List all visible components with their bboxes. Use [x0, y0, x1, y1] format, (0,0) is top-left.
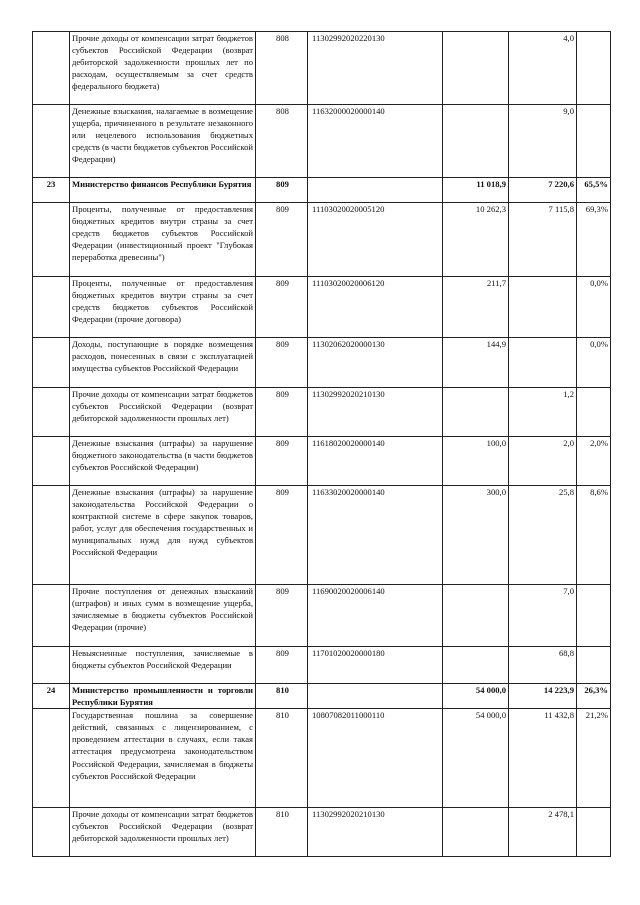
ministry-total-row — [33, 178, 611, 203]
actual-amount-cell: 68,8 — [509, 647, 577, 684]
plan-amount-cell: 10 262,3 — [443, 203, 509, 277]
row-number-cell — [33, 808, 70, 857]
budget-revenue-table — [32, 31, 611, 857]
revenue-name-cell: Денежные взыскания (штрафы) за нарушение бюджетного законодательства (в части бюджетов субъектов Российской Федерации) — [70, 437, 256, 486]
table-row — [33, 105, 611, 178]
actual-amount-cell: 4,0 — [509, 32, 577, 105]
budget-classification-code-cell — [308, 684, 443, 709]
actual-amount-cell: 1,2 — [509, 388, 577, 437]
plan-amount-cell — [443, 105, 509, 178]
revenue-name-cell: Министерство финансов Республики Бурятия — [70, 178, 256, 203]
budget-classification-code-cell: 11103020020005120 — [308, 203, 443, 277]
execution-percent-cell — [577, 647, 611, 684]
table-row — [33, 437, 611, 486]
row-number-cell — [33, 32, 70, 105]
execution-percent-cell — [577, 585, 611, 647]
administrator-code-cell: 809 — [256, 277, 308, 338]
plan-amount-cell: 54 000,0 — [443, 709, 509, 808]
revenue-name-cell: Прочие доходы от компенсации затрат бюджетов субъектов Российской Федерации (возврат дебиторской задолженности прошлых лет) — [70, 808, 256, 857]
plan-amount-cell: 144,9 — [443, 338, 509, 388]
row-number-cell — [33, 277, 70, 338]
administrator-code-cell: 810 — [256, 808, 308, 857]
execution-percent-cell — [577, 808, 611, 857]
row-number-cell — [33, 486, 70, 585]
budget-classification-code-cell: 11633020020000140 — [308, 486, 443, 585]
execution-percent-cell: 65,5% — [577, 178, 611, 203]
budget-classification-code-cell: 11103020020006120 — [308, 277, 443, 338]
budget-classification-code-cell: 11690020020006140 — [308, 585, 443, 647]
administrator-code-cell: 809 — [256, 203, 308, 277]
administrator-code-cell: 809 — [256, 585, 308, 647]
actual-amount-cell — [509, 277, 577, 338]
actual-amount-cell: 11 432,8 — [509, 709, 577, 808]
execution-percent-cell — [577, 32, 611, 105]
plan-amount-cell: 100,0 — [443, 437, 509, 486]
actual-amount-cell: 2 478,1 — [509, 808, 577, 857]
actual-amount-cell: 7 115,8 — [509, 203, 577, 277]
table-row — [33, 486, 611, 585]
actual-amount-cell: 9,0 — [509, 105, 577, 178]
administrator-code-cell: 809 — [256, 388, 308, 437]
execution-percent-cell: 26,3% — [577, 684, 611, 709]
budget-classification-code-cell: 11302992020210130 — [308, 808, 443, 857]
revenue-name-cell: Проценты, полученные от предоставления бюджетных кредитов внутри страны за счет средств бюджетов субъектов Российской Федерации (прочие договора) — [70, 277, 256, 338]
revenue-name-cell: Доходы, поступающие в порядке возмещения расходов, понесенных в связи с эксплуатацией имущества субъектов Российской Федерации — [70, 338, 256, 388]
table-row — [33, 709, 611, 808]
table-row — [33, 338, 611, 388]
row-number-cell — [33, 388, 70, 437]
actual-amount-cell: 7,0 — [509, 585, 577, 647]
execution-percent-cell: 2,0% — [577, 437, 611, 486]
revenue-name-cell: Проценты, полученные от предоставления бюджетных кредитов внутри страны за счет средств бюджетов субъектов Российской Федерации (инвестиционный проект "Глубокая переработка древесины") — [70, 203, 256, 277]
budget-classification-code-cell: 11302992020210130 — [308, 388, 443, 437]
row-number-cell — [33, 709, 70, 808]
administrator-code-cell: 808 — [256, 32, 308, 105]
table-row — [33, 277, 611, 338]
administrator-code-cell: 809 — [256, 338, 308, 388]
plan-amount-cell — [443, 647, 509, 684]
row-number-cell — [33, 437, 70, 486]
revenue-name-cell: Государственная пошлина за совершение действий, связанных с лицензированием, с проведением аттестации в случаях, если такая аттестация предусмотрена законодательством Российской Федерации, зачисляемая в бюджеты субъектов Российской Федерации — [70, 709, 256, 808]
budget-classification-code-cell: 10807082011000110 — [308, 709, 443, 808]
revenue-name-cell: Денежные взыскания (штрафы) за нарушение законодательства Российской Федерации о контрактной системе в сфере закупок товаров, работ, услуг для обеспечения государственных и муниципальных нужд для нужд субъектов Российской Федерации — [70, 486, 256, 585]
execution-percent-cell: 8,6% — [577, 486, 611, 585]
administrator-code-cell: 810 — [256, 684, 308, 709]
plan-amount-cell — [443, 388, 509, 437]
table-row — [33, 808, 611, 857]
execution-percent-cell — [577, 388, 611, 437]
row-number-cell — [33, 203, 70, 277]
administrator-code-cell: 808 — [256, 105, 308, 178]
execution-percent-cell: 0,0% — [577, 277, 611, 338]
actual-amount-cell — [509, 338, 577, 388]
table-row — [33, 647, 611, 684]
actual-amount-cell: 2,0 — [509, 437, 577, 486]
revenue-name-cell: Прочие доходы от компенсации затрат бюджетов субъектов Российской Федерации (возврат дебиторской задолженности прошлых лет) — [70, 388, 256, 437]
actual-amount-cell: 14 223,9 — [509, 684, 577, 709]
plan-amount-cell — [443, 32, 509, 105]
revenue-name-cell: Прочие доходы от компенсации затрат бюджетов субъектов Российской Федерации (возврат дебиторской задолженности прошлых лет по расходам, осуществляемым за счет средств федерального бюджета) — [70, 32, 256, 105]
plan-amount-cell: 211,7 — [443, 277, 509, 338]
plan-amount-cell — [443, 808, 509, 857]
plan-amount-cell: 54 000,0 — [443, 684, 509, 709]
table-row — [33, 203, 611, 277]
administrator-code-cell: 809 — [256, 486, 308, 585]
row-number-cell: 23 — [33, 178, 70, 203]
plan-amount-cell: 11 018,9 — [443, 178, 509, 203]
revenue-name-cell: Прочие поступления от денежных взысканий (штрафов) и иных сумм в возмещение ущерба, зачисляемые в бюджеты субъектов Российской Федерации (прочие) — [70, 585, 256, 647]
administrator-code-cell: 810 — [256, 709, 308, 808]
table-body — [33, 32, 611, 857]
revenue-name-cell: Невыясненные поступления, зачисляемые в бюджеты субъектов Российской Федерации — [70, 647, 256, 684]
administrator-code-cell: 809 — [256, 437, 308, 486]
table-row — [33, 585, 611, 647]
budget-classification-code-cell: 11302062020000130 — [308, 338, 443, 388]
execution-percent-cell: 0,0% — [577, 338, 611, 388]
execution-percent-cell — [577, 105, 611, 178]
administrator-code-cell: 809 — [256, 647, 308, 684]
execution-percent-cell: 21,2% — [577, 709, 611, 808]
actual-amount-cell: 25,8 — [509, 486, 577, 585]
row-number-cell — [33, 338, 70, 388]
revenue-name-cell: Министерство промышленности и торговли Республики Бурятия — [70, 684, 256, 709]
plan-amount-cell — [443, 585, 509, 647]
budget-classification-code-cell: 11632000020000140 — [308, 105, 443, 178]
execution-percent-cell: 69,3% — [577, 203, 611, 277]
administrator-code-cell: 809 — [256, 178, 308, 203]
budget-classification-code-cell: 11302992020220130 — [308, 32, 443, 105]
actual-amount-cell: 7 220,6 — [509, 178, 577, 203]
row-number-cell — [33, 647, 70, 684]
ministry-total-row — [33, 684, 611, 709]
plan-amount-cell: 300,0 — [443, 486, 509, 585]
row-number-cell — [33, 105, 70, 178]
revenue-name-cell: Денежные взыскания, налагаемые в возмещение ущерба, причиненного в результате незаконного или нецелевого использования бюджетных средств (в части бюджетов субъектов Российской Федерации) — [70, 105, 256, 178]
row-number-cell — [33, 585, 70, 647]
table-row — [33, 388, 611, 437]
budget-classification-code-cell: 11701020020000180 — [308, 647, 443, 684]
budget-classification-code-cell — [308, 178, 443, 203]
row-number-cell: 24 — [33, 684, 70, 709]
table-row — [33, 32, 611, 105]
budget-classification-code-cell: 11618020020000140 — [308, 437, 443, 486]
